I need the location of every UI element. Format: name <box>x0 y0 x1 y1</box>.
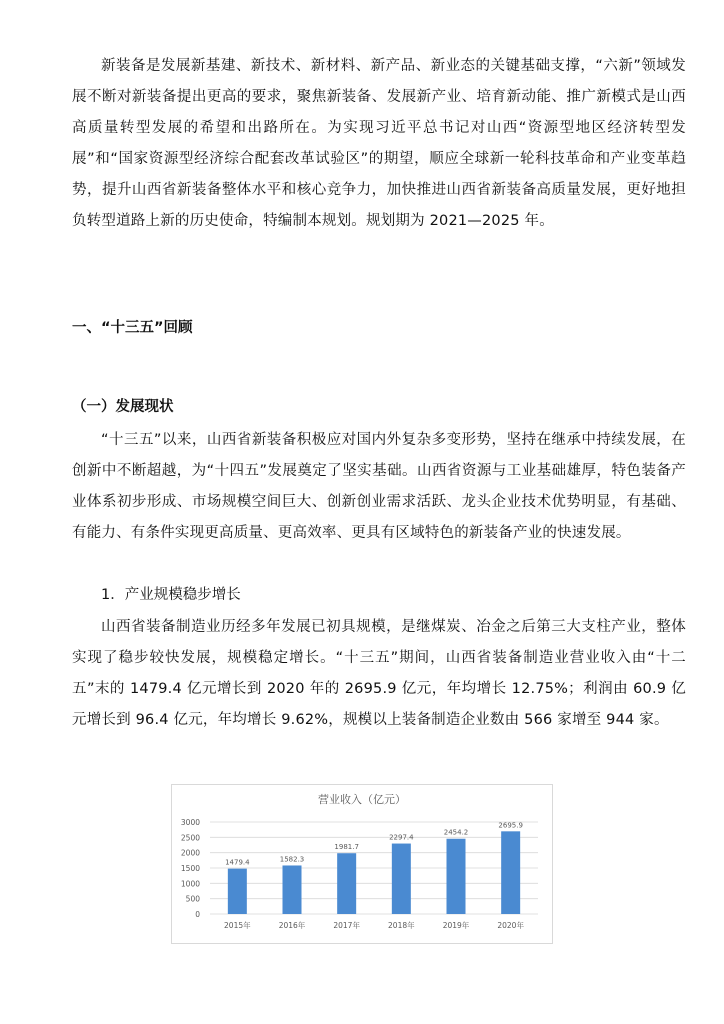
data-label: 1981.7 <box>334 843 359 852</box>
item-heading-scale-growth: 1．产业规模稳步增长 <box>101 587 241 603</box>
data-label: 2695.9 <box>498 821 523 830</box>
status-paragraph: “十三五”以来，山西省新装备积极应对国内外复杂多变形势，坚持在继承中持续发展，在创新中不断超越，为“十四五”发展奠定了坚实基础。山西省资源与工业基础雄厚，特色装备产业体系初步形成、市场规模空间巨大、创新创业需求活跃、龙头企业技术优势明显，有基础、有能力、有条件实现更高质量、更高效率、更具有区域特色的新装备产业的快速发展。 <box>72 432 686 541</box>
data-label: 2297.4 <box>389 833 414 842</box>
scale-growth-paragraph: 山西省装备制造业历经多年发展已初具规模，是继煤炭、冶金之后第三大支柱产业，整体实现了稳步较快发展，规模稳定增长。“十三五”期间，山西省装备制造业营业收入由“十二五”末的 1479.4 亿元增长到 2020 年的 2695.9 亿元，年均增长 12.75%；利润由 60.9 亿元增长到 96.4 亿元，年均增长 9.62%，规模以上装备制造企业数由 566 家增至 944 家。 <box>72 619 686 728</box>
x-tick-label: 2019年 <box>442 921 470 930</box>
y-tick-label: 1000 <box>180 879 200 889</box>
chart-title: 营业收入（亿元） <box>318 793 406 806</box>
subsection-heading-status: （一）发展现状 <box>72 399 174 415</box>
x-tick-label: 2017年 <box>333 921 360 930</box>
x-tick-label: 2020年 <box>497 921 524 930</box>
bar-2016年 <box>283 865 302 914</box>
intro-paragraph: 新装备是发展新基建、新技术、新材料、新产品、新业态的关键基础支撑，“六新”领域发展不断对新装备提出更高的要求，聚焦新装备、发展新产业、培育新动能、推广新模式是山西高质量转型发展的希望和出路所在。为实现习近平总书记对山西“资源型地区经济转型发展”和“国家资源型经济综合配套改革试验区”的期望，顺应全球新一轮科技革命和产业变革趋势，提升山西省新装备整体水平和核心竞争力，加快推进山西省新装备高质量发展，更好地担负转型道路上新的历史使命，特编制本规划。规划期为 2021—2025 年。 <box>72 58 686 229</box>
revenue-bar-chart <box>171 784 553 944</box>
x-tick-label: 2018年 <box>388 921 415 930</box>
x-tick-label: 2016年 <box>278 921 306 930</box>
y-tick-label: 2500 <box>180 833 200 843</box>
bar-2019年 <box>447 839 466 914</box>
data-label: 1582.3 <box>279 855 305 864</box>
y-tick-label: 0 <box>195 910 200 919</box>
y-tick-label: 3000 <box>180 818 200 827</box>
y-tick-label: 2000 <box>180 848 200 858</box>
bar-2018年 <box>392 844 411 914</box>
data-label: 1479.4 <box>225 858 250 867</box>
bar-2020年 <box>501 831 520 914</box>
y-tick-label: 500 <box>185 894 200 904</box>
section-heading-review: 一、“十三五”回顾 <box>72 320 193 336</box>
bar-2015年 <box>228 869 247 914</box>
x-tick-label: 2015年 <box>224 921 251 930</box>
y-tick-label: 1500 <box>180 864 200 873</box>
data-label: 2454.2 <box>443 828 469 837</box>
bar-2017年 <box>337 853 356 914</box>
revenue-chart-svg <box>172 785 552 943</box>
